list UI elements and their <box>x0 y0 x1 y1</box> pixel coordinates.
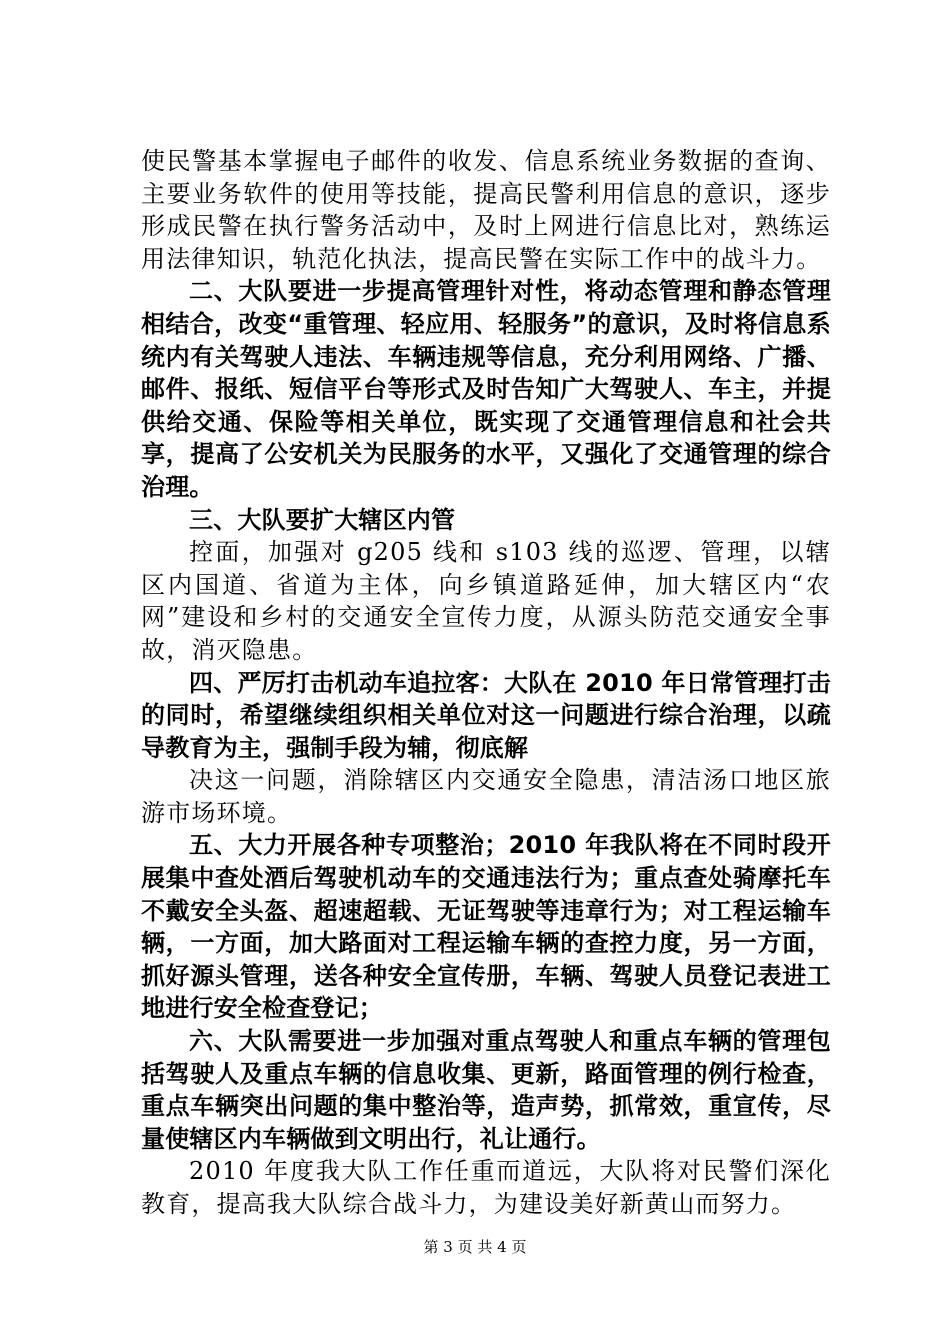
paragraph-1: 使民警基本掌握电子邮件的收发、信息系统业务数据的查询、主要业务软件的使用等技能，提高民警利用信息的意识，逐步形成民警在执行警务活动中，及时上网进行信息比对，熟练运用法律知识，轨范化执法，提高民警在实际工作中的战斗力。 <box>141 147 831 273</box>
paragraph-3: 三、大队要扩大辖区内管 <box>189 505 456 534</box>
paragraph-4: 控面，加强对 g205 线和 s103 线的巡逻、管理，以辖区内国道、省道为主体，向乡镇道路延伸，加大辖区内“农网”建设和乡村的交通安全宣传力度，从源头防范交通安全事故，消灭隐患。 <box>141 538 831 664</box>
paragraph-8: 六、大队需要进一步加强对重点驾驶人和重点车辆的管理包括驾驶人及重点车辆的信息收集、更新，路面管理的例行检查，重点车辆突出问题的集中整治等，造声势，抓常效，重宣传，尽量使辖区内车辆做到文明出行，礼让通行。 <box>141 1027 831 1153</box>
document-body <box>141 145 831 1221</box>
paragraph-9: 2010 年度我大队工作任重而道远，大队将对民警们深化教育，提高我大队综合战斗力，为建设美好新黄山而努力。 <box>141 1157 831 1218</box>
paragraph-7: 五、大力开展各种专项整治；2010 年我队将在不同时段开展集中查处酒后驾驶机动车的交通违法行为；重点查处骑摩托车不戴安全头盔、超速超载、无证驾驶等违章行为；对工程运输车辆，一方面，加大路面对工程运输车辆的查控力度，另一方面，抓好源头管理，送各种安全宣传册，车辆、驾驶人员登记表进工地进行安全检查登记； <box>141 831 831 1023</box>
paragraph-6: 决这一问题，消除辖区内交通安全隐患，清洁汤口地区旅游市场环境。 <box>141 766 831 827</box>
page-footer: 第 3 页 共 4 页 <box>423 1238 527 1256</box>
paragraph-5: 四、严厉打击机动车追拉客：大队在 2010 年日常管理打击的同时，希望继续组织相关单位对这一问题进行综合治理，以疏导教育为主，强制手段为辅，彻底解 <box>141 668 831 762</box>
paragraph-2: 二、大队要进一步提高管理针对性，将动态管理和静态管理相结合，改变“重管理、轻应用、轻服务”的意识，及时将信息系统内有关驾驶人违法、车辆违规等信息，充分利用网络、广播、邮件、报纸、短信平台等形式及时告知广大驾驶人、车主，并提供给交通、保险等相关单位，既实现了交通管理信息和社会共享，提高了公安机关为民服务的水平，又强化了交通管理的综合治理。 <box>141 277 831 501</box>
